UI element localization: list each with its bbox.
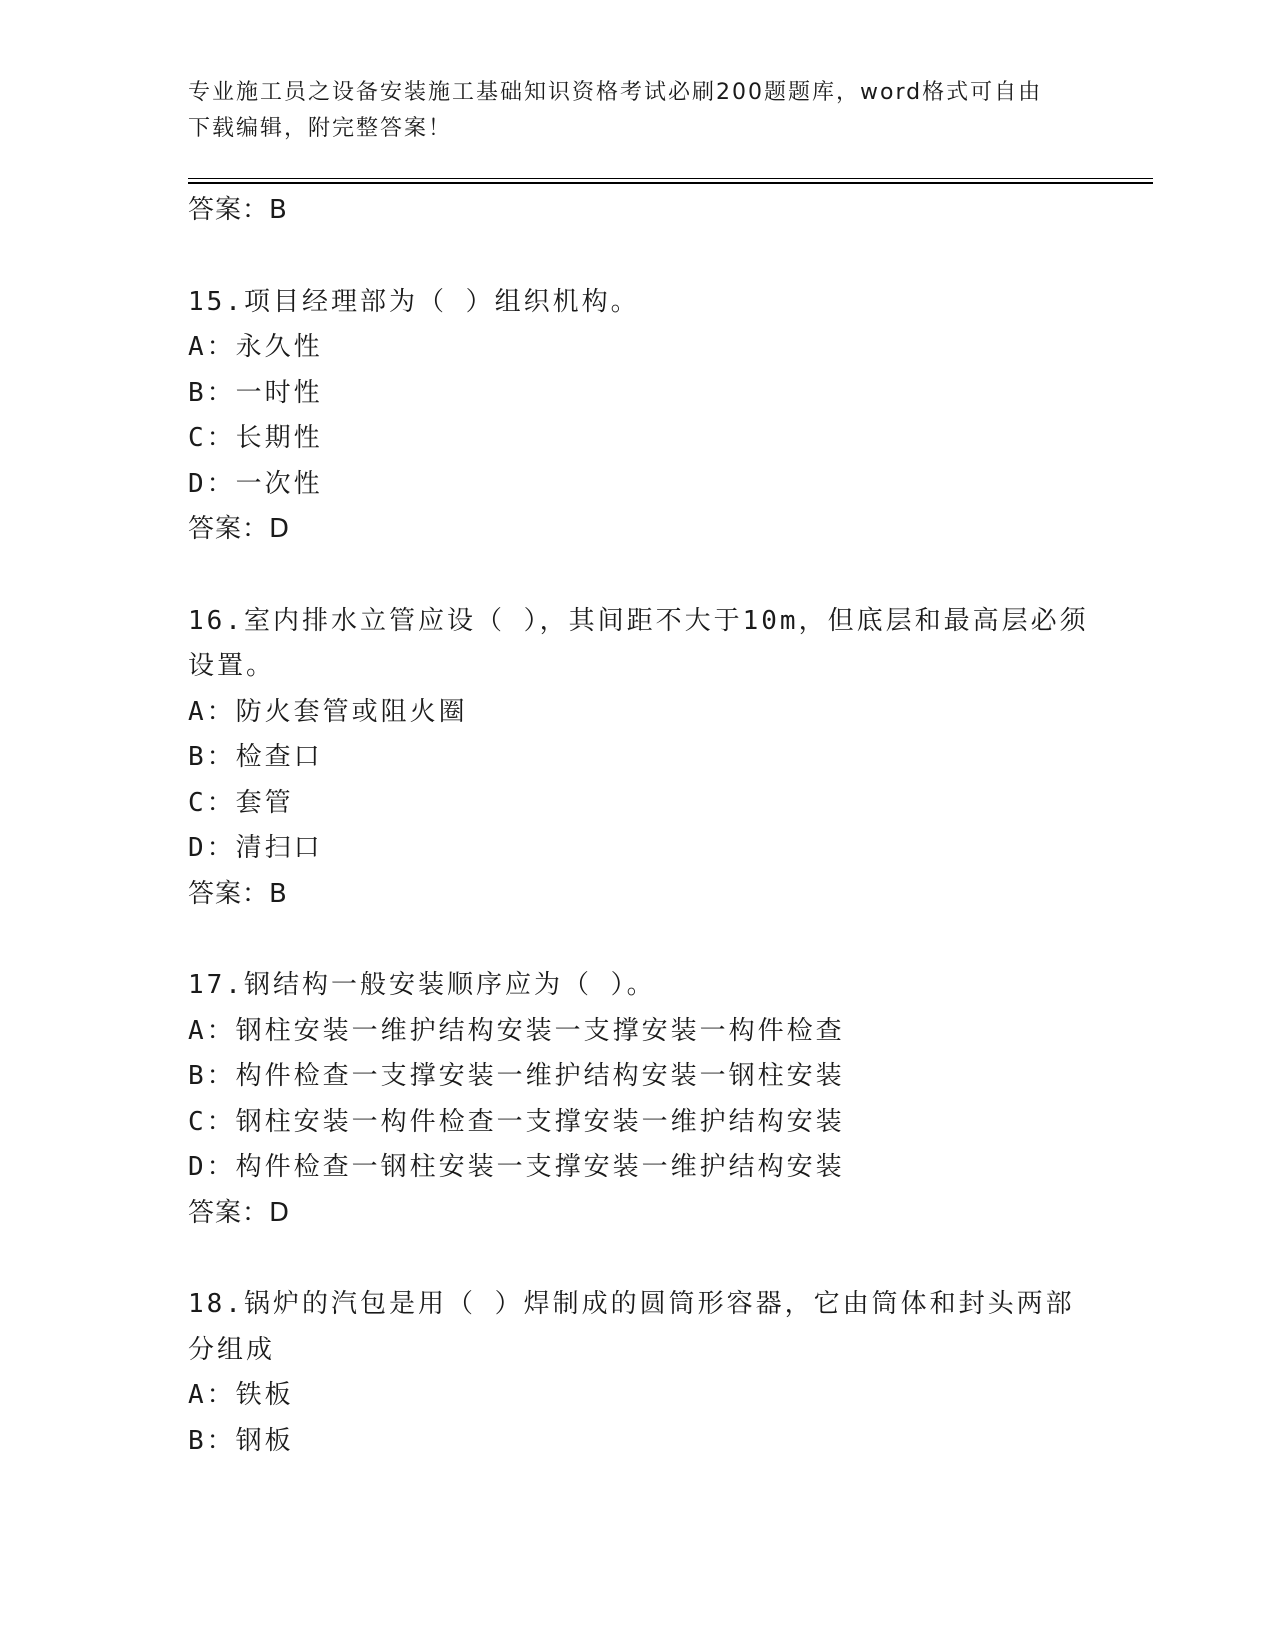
header-line-2: 下载编辑，附完整答案！: [188, 116, 453, 141]
header-line-1: 专业施工员之设备安装施工基础知识资格考试必刷200题题库，word格式可自由: [188, 80, 1043, 105]
option-a: A：铁板: [188, 1380, 294, 1410]
answer-line: 答案：D: [188, 514, 291, 544]
answer-line: 答案：B: [188, 878, 288, 909]
question-stem-line-2: 分组成: [188, 1334, 276, 1365]
question-stem-line-2: 设置。: [188, 651, 276, 681]
answer-line: 答案：D: [188, 1197, 291, 1228]
question-block: [188, 280, 1088, 553]
spacer: [188, 553, 1088, 599]
question-block: [188, 1282, 1088, 1464]
option-d: D：清扫口: [188, 833, 323, 863]
option-b: B：检查口: [188, 742, 323, 772]
question-block: [188, 963, 1088, 1236]
question-block: [188, 599, 1088, 918]
question-stem-line-1: 18.锅炉的汽包是用（ ）焊制成的圆筒形容器，它由筒体和封头两部: [188, 1289, 1075, 1319]
option-c: C：套管: [188, 787, 294, 818]
spacer: [188, 1236, 1088, 1282]
question-list: [188, 188, 1088, 1464]
option-b: B：一时性: [188, 377, 323, 408]
header-divider-thin: [188, 178, 1153, 179]
question-stem: 15.项目经理部为（ ）组织机构。: [188, 286, 640, 317]
question-stem: 17.钢结构一般安装顺序应为（ ）。: [188, 970, 656, 1000]
option-d: D：构件检查一钢柱安装一支撑安装一维护结构安装: [188, 1152, 845, 1182]
option-b: B：构件检查一支撑安装一维护结构安装一钢柱安装: [188, 1061, 845, 1091]
option-c: C：长期性: [188, 423, 323, 453]
header-divider-thick: [188, 182, 1153, 184]
option-a: A：防火套管或阻火圈: [188, 696, 468, 727]
answer-line: 答案：B: [188, 195, 288, 225]
question-stem-line-1: 16.室内排水立管应设（ ），其间距不大于10m，但底层和最高层必须: [188, 605, 1089, 636]
option-d: D：一次性: [188, 468, 323, 499]
document-header: [188, 75, 1068, 147]
option-c: C：钢柱安装一构件检查一支撑安装一维护结构安装: [188, 1106, 845, 1137]
option-a: A：钢柱安装一维护结构安装一支撑安装一构件检查: [188, 1015, 845, 1046]
option-b: B：钢板: [188, 1425, 294, 1456]
option-a: A：永久性: [188, 332, 323, 362]
spacer: [188, 917, 1088, 963]
spacer: [188, 234, 1088, 280]
